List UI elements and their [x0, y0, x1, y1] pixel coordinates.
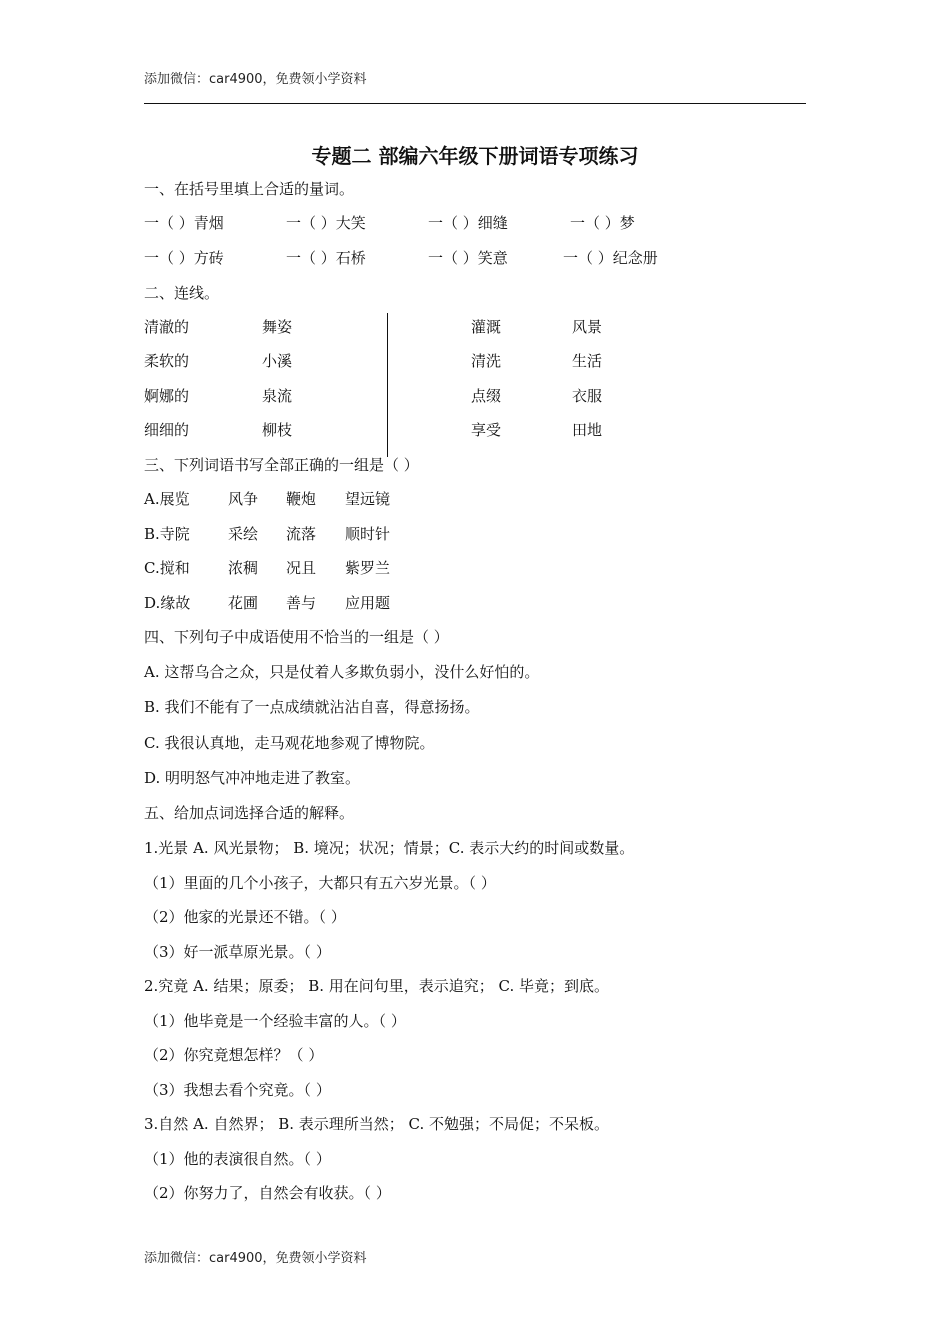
page-title: 专题二 部编六年级下册词语专项练习 — [311, 144, 639, 168]
match-word: 柔软的 — [144, 352, 190, 370]
match-word: 田地 — [572, 421, 603, 439]
blank-item: 一（ ）梦 — [570, 214, 635, 232]
match-word: 清洗 — [471, 352, 502, 370]
blank-item: 一（ ）大笑 — [286, 214, 366, 232]
match-word: 柳枝 — [262, 421, 293, 439]
definition-line: 2.究竟 A. 结果；原委； B. 用在问句里，表示追究； C. 毕竟；到底。 — [144, 977, 610, 995]
page-footer: 添加微信：car4900，免费领小学资料 — [144, 1251, 367, 1266]
sentence-option: A. 这帮乌合之众，只是仗着人多欺负弱小，没什么好怕的。 — [144, 663, 540, 681]
option-word: 紫罗兰 — [345, 559, 391, 577]
definition-line: 3.自然 A. 自然界； B. 表示理所当然； C. 不勉强；不局促；不呆板。 — [144, 1115, 610, 1133]
section-5-heading: 五、给加点词选择合适的解释。 — [144, 804, 355, 822]
match-word: 清澈的 — [144, 318, 190, 336]
option-word: 花圃 — [228, 594, 259, 612]
match-word: 细细的 — [144, 421, 190, 439]
question-line: （3）我想去看个究竟。（ ） — [144, 1081, 331, 1099]
question-line: （2）你努力了，自然会有收获。（ ） — [144, 1184, 391, 1202]
sentence-option: B. 我们不能有了一点成绩就沾沾自喜，得意扬扬。 — [144, 698, 480, 716]
blank-item: 一（ ）笑意 — [428, 249, 508, 267]
page-header: 添加微信：car4900，免费领小学资料 — [144, 72, 367, 87]
match-word: 点缀 — [471, 387, 502, 405]
blank-item: 一（ ）纪念册 — [563, 249, 658, 267]
match-word: 灌溉 — [471, 318, 502, 336]
option-word: 顺时针 — [345, 525, 391, 543]
blank-item: 一（ ）青烟 — [144, 214, 224, 232]
section-3-heading: 三、下列词语书写全部正确的一组是（ ） — [144, 456, 419, 474]
divider-line — [387, 313, 388, 457]
blank-item: 一（ ）方砖 — [144, 249, 224, 267]
option-word: 鞭炮 — [286, 490, 317, 508]
question-line: （2）你究竟想怎样？（ ） — [144, 1046, 324, 1064]
option-word: 况且 — [286, 559, 317, 577]
match-word: 小溪 — [262, 352, 293, 370]
option-word: A.展览 — [144, 490, 190, 508]
option-word: 采绘 — [228, 525, 259, 543]
blank-item: 一（ ）细缝 — [428, 214, 508, 232]
sentence-option: C. 我很认真地，走马观花地参观了博物院。 — [144, 734, 435, 752]
question-line: （3）好一派草原光景。（ ） — [144, 943, 331, 961]
match-word: 衣服 — [572, 387, 603, 405]
option-word: B.寺院 — [144, 525, 190, 543]
match-word: 泉流 — [262, 387, 293, 405]
section-1-heading: 一、在括号里填上合适的量词。 — [144, 180, 355, 198]
option-word: 善与 — [286, 594, 317, 612]
question-line: （1）他毕竟是一个经验丰富的人。（ ） — [144, 1012, 406, 1030]
option-word: 风争 — [228, 490, 259, 508]
question-line: （1）他的表演很自然。（ ） — [144, 1150, 331, 1168]
question-line: （1）里面的几个小孩子，大都只有五六岁光景。（ ） — [144, 874, 496, 892]
match-word: 婀娜的 — [144, 387, 190, 405]
match-word: 风景 — [572, 318, 603, 336]
match-word: 享受 — [471, 421, 502, 439]
header-rule — [144, 103, 806, 104]
match-word: 舞姿 — [262, 318, 293, 336]
match-word: 生活 — [572, 352, 603, 370]
section-4-heading: 四、下列句子中成语使用不恰当的一组是（ ） — [144, 628, 449, 646]
section-2-heading: 二、连线。 — [144, 284, 220, 302]
sentence-option: D. 明明怒气冲冲地走进了教室。 — [144, 769, 361, 787]
blank-item: 一（ ）石桥 — [286, 249, 366, 267]
option-word: C.搅和 — [144, 559, 190, 577]
option-word: 浓稠 — [228, 559, 259, 577]
definition-line: 1.光景 A. 风光景物； B. 境况；状况；情景；C. 表示大约的时间或数量。 — [144, 839, 635, 857]
option-word: 应用题 — [345, 594, 391, 612]
option-word: 流落 — [286, 525, 317, 543]
option-word: 望远镜 — [345, 490, 391, 508]
question-line: （2）他家的光景还不错。（ ） — [144, 908, 346, 926]
option-word: D.缘故 — [144, 594, 191, 612]
